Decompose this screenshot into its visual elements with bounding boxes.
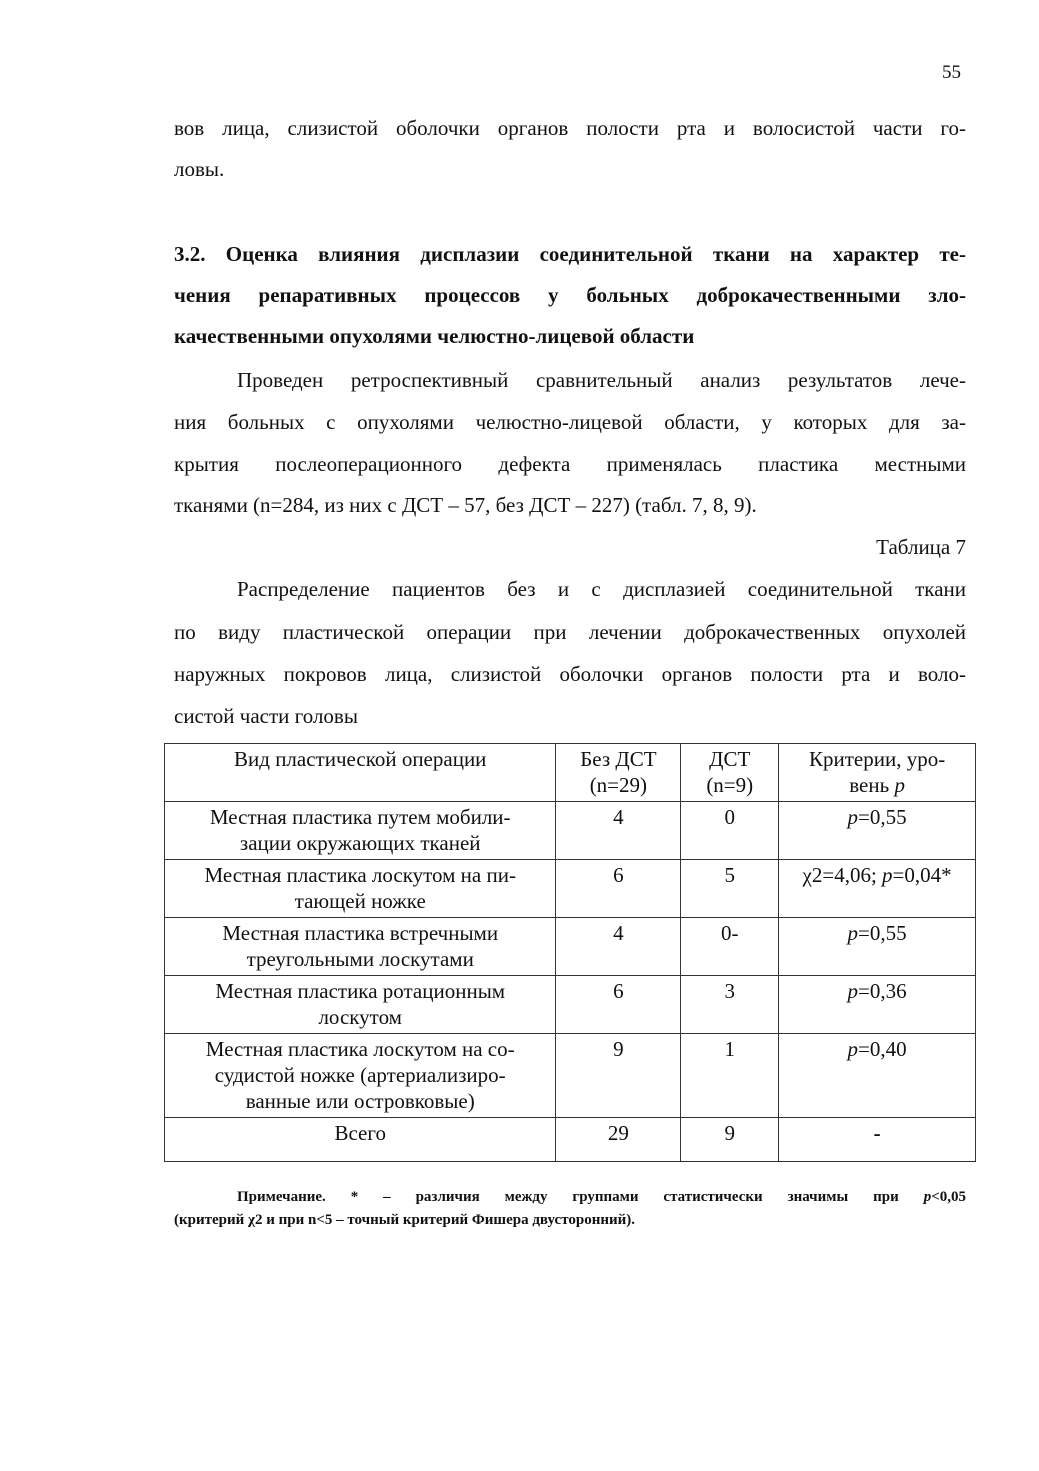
operation-cell: Местная пластика ротационным лоскутом [165, 976, 556, 1034]
criteria-cell: χ2=4,06; p=0,04* [779, 860, 976, 918]
table-caption-line: систой части головы [174, 704, 358, 728]
table-label: Таблица 7 [876, 535, 966, 559]
dst-cell: 1 [681, 1034, 779, 1118]
table-caption-line: наружных покровов лица, слизистой оболочки органов полости рта и воло- [174, 662, 966, 686]
header-dst: ДСТ (n=9) [681, 744, 779, 802]
table-header-row [165, 744, 976, 802]
page-number: 55 [942, 62, 961, 83]
operation-cell: Местная пластика лоскутом на пи- тающей ножке [165, 860, 556, 918]
intro-line: ловы. [174, 157, 225, 181]
no-dst-cell: 6 [556, 860, 681, 918]
table-note: Примечание. * – различия между группами статистически значимы при p<0,05 [237, 1189, 966, 1205]
paragraph-line: Проведен ретроспективный сравнительный анализ результатов лече- [237, 368, 966, 392]
paragraph-line: крытия послеоперационного дефекта применялась пластика местными [174, 452, 966, 476]
header-no-dst: Без ДСТ (n=29) [556, 744, 681, 802]
no-dst-cell: 4 [556, 918, 681, 976]
dst-cell: 0- [681, 918, 779, 976]
data-table [164, 743, 976, 1162]
criteria-cell: p=0,36 [779, 976, 976, 1034]
section-heading-line: чения репаративных процессов у больных доброкачественными зло- [174, 283, 966, 307]
table-row [165, 976, 976, 1034]
criteria-cell: p=0,55 [779, 918, 976, 976]
no-dst-cell: 9 [556, 1034, 681, 1118]
table-caption-line: Распределение пациентов без и с дисплазией соединительной ткани [237, 577, 966, 601]
paragraph-line: ния больных с опухолями челюстно-лицевой области, у которых для за- [174, 410, 966, 434]
operation-cell: Местная пластика лоскутом на со- судистой ножке (артериализиро- ванные или островковые) [165, 1034, 556, 1118]
intro-line: вов лица, слизистой оболочки органов полости рта и волосистой части го- [174, 116, 966, 140]
header-operation-type: Вид пластической операции [165, 744, 556, 802]
header-criteria: Критерии, уро- вень p [779, 744, 976, 802]
total-label-cell: Всего [165, 1118, 556, 1162]
operation-cell: Местная пластика встречными треугольными лоскутами [165, 918, 556, 976]
criteria-cell: p=0,40 [779, 1034, 976, 1118]
table-note-line: (критерий χ2 и при n<5 – точный критерий Фишера двусторонний). [174, 1212, 636, 1228]
section-heading-line: качественными опухолями челюстно-лицевой области [174, 324, 695, 348]
table-total-row [165, 1118, 976, 1162]
table-row [165, 802, 976, 860]
dst-cell: 0 [681, 802, 779, 860]
total-no-dst-cell: 29 [556, 1118, 681, 1162]
section-heading-line: 3.2. Оценка влияния дисплазии соединительной ткани на характер те- [174, 242, 966, 266]
criteria-cell: p=0,55 [779, 802, 976, 860]
no-dst-cell: 4 [556, 802, 681, 860]
dst-cell: 3 [681, 976, 779, 1034]
paragraph-line: тканями (n=284, из них с ДСТ – 57, без ДСТ – 227) (табл. 7, 8, 9). [174, 493, 757, 517]
table-row [165, 1034, 976, 1118]
table-row [165, 918, 976, 976]
dst-cell: 5 [681, 860, 779, 918]
total-criteria-cell: - [779, 1118, 976, 1162]
no-dst-cell: 6 [556, 976, 681, 1034]
operation-cell: Местная пластика путем мобили- зации окружающих тканей [165, 802, 556, 860]
total-dst-cell: 9 [681, 1118, 779, 1162]
table-row [165, 860, 976, 918]
table-caption-line: по виду пластической операции при лечении доброкачественных опухолей [174, 620, 966, 644]
